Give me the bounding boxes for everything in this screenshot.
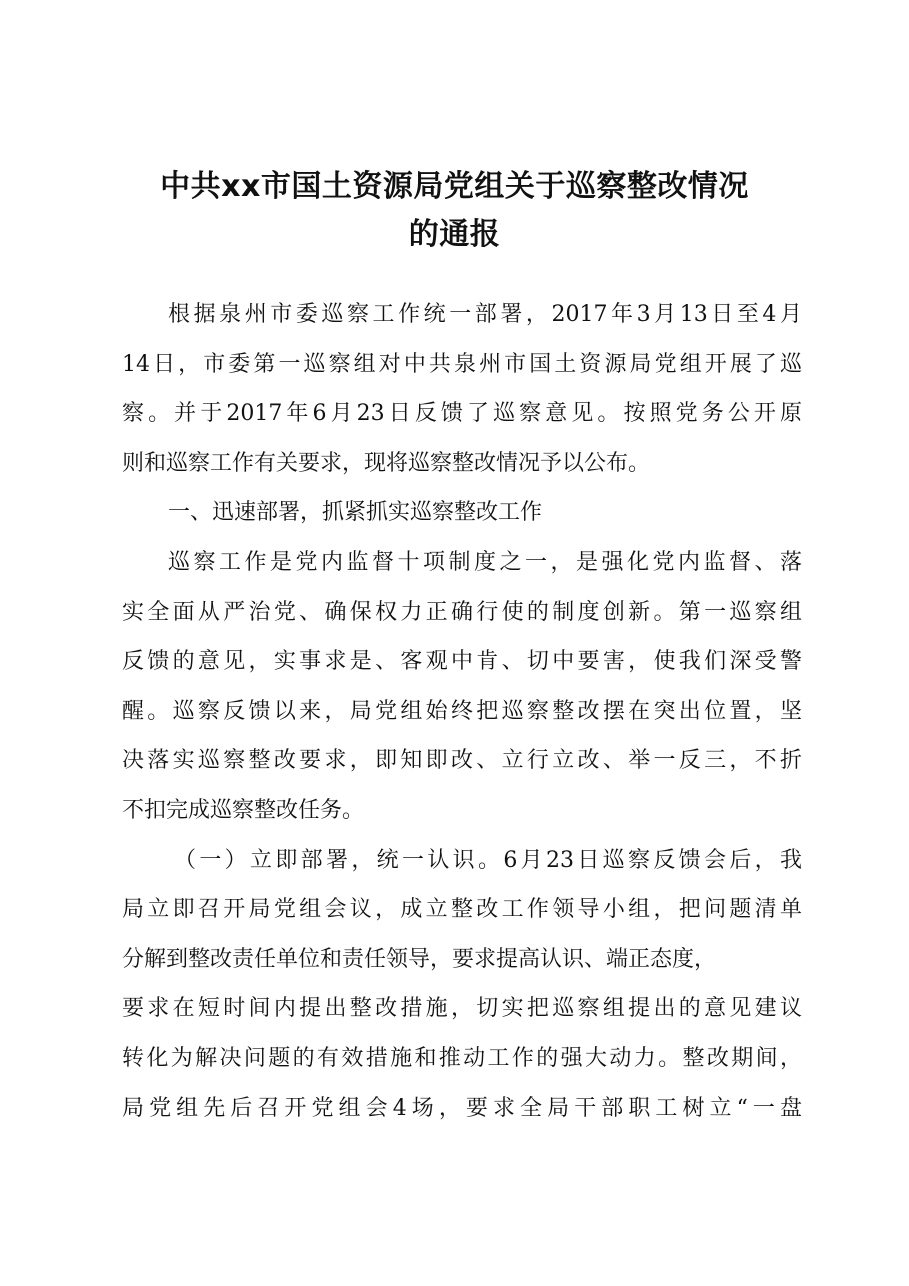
paragraph-line: 醒。巡察反馈以来，局党组始终把巡察整改摆在突出位置，坚 — [122, 698, 802, 724]
paragraph-line: 察。并于2017年6月23日反馈了巡察意见。按照党务公开原 — [122, 401, 802, 427]
paragraph-line: 分解到整改责任单位和责任领导，要求提高认识、端正态度， — [122, 946, 717, 972]
paragraph-line: 巡察工作是党内监督十项制度之一，是强化党内监督、落 — [168, 549, 802, 575]
document-title — [100, 163, 809, 259]
paragraph-line: 反馈的意见，实事求是、客观中肯、切中要害，使我们深受警 — [122, 649, 802, 675]
paragraph-line: 局党组先后召开党组会4场，要求全局干部职工树立“一盘 — [122, 1095, 802, 1121]
subsection-line: （一）立即部署，统一认识。6月23日巡察反馈会后，我 — [174, 847, 802, 873]
paragraph-line: 转化为解决问题的有效措施和推动工作的强大动力。整改期间， — [122, 1045, 802, 1071]
title-line-2: 的通报 — [408, 217, 501, 252]
paragraph-line: 14日，市委第一巡察组对中共泉州市国土资源局党组开展了巡 — [122, 351, 802, 377]
document-body — [122, 290, 802, 1133]
paragraph-line: 局立即召开局党组会议，成立整改工作领导小组，把问题清单 — [122, 897, 802, 923]
paragraph-line: 要求在短时间内提出整改措施，切实把巡察组提出的意见建议 — [122, 996, 802, 1022]
paragraph-line: 不扣完成巡察整改任务。 — [122, 797, 365, 823]
section-heading: 一、迅速部署，抓紧抓实巡察整改工作 — [168, 500, 543, 526]
paragraph-line: 根据泉州市委巡察工作统一部署，2017年3月13日至4月 — [168, 302, 802, 327]
paragraph-line: 实全面从严治党、确保权力正确行使的制度创新。第一巡察组 — [122, 599, 802, 625]
title-line-1: 中共xx市国土资源局党组关于巡察整改情况 — [160, 169, 749, 204]
paragraph-line: 则和巡察工作有关要求，现将巡察整改情况予以公布。 — [122, 450, 651, 476]
paragraph-line: 决落实巡察整改要求，即知即改、立行立改、举一反三，不折 — [122, 748, 802, 774]
